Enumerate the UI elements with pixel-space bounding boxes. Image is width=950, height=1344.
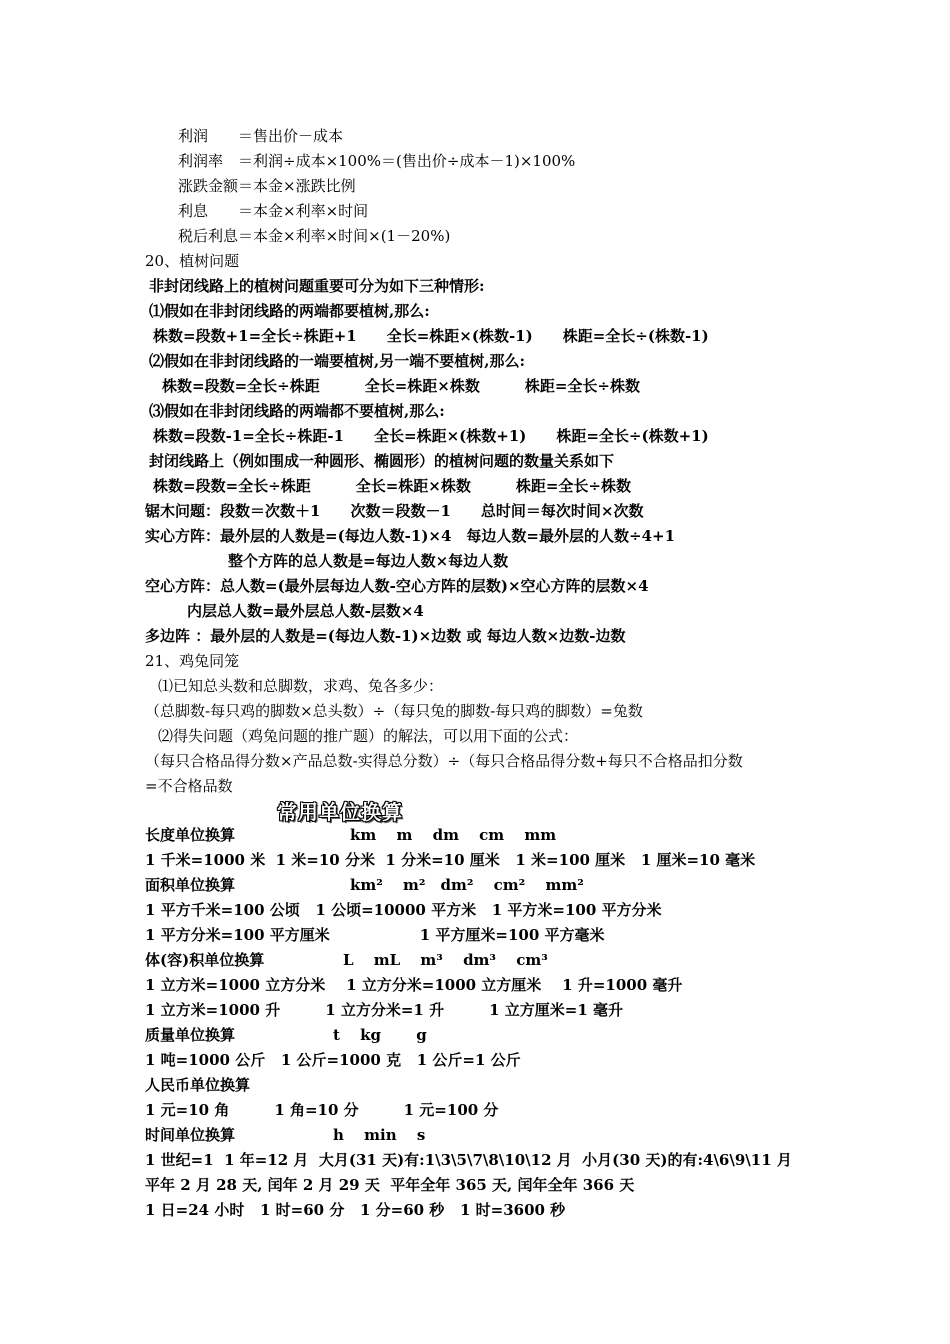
area-conversions-2: 1 平方分米=100 平方厘米 1 平方厘米=100 平方毫米: [145, 926, 605, 944]
tree-intro: 非封闭线路上的植树问题重要可分为如下三种情形:: [149, 277, 485, 295]
chicken-q2: ⑵得失问题（鸡兔问题的推广题）的解法，可以用下面的公式：: [158, 727, 579, 745]
mass-label: 质量单位换算: [145, 1026, 236, 1044]
area-conversions-1: 1 平方千米=100 公顷 1 公顷=10000 平方米 1 平方米=100 平方分米: [145, 901, 662, 919]
tree-case-2-formula: 株数=段数=全长÷株距 全长=株距×株数 株距=全长÷株数: [162, 377, 640, 395]
tree-case-2: ⑵假如在非封闭线路的一端要植树,另一端不要植树,那么:: [149, 352, 525, 370]
tree-closed: 封闭线路上（例如围成一种圆形、椭圆形）的植树问题的数量关系如下: [149, 452, 615, 470]
mass-conversions: 1 吨=1000 公斤 1 公斤=1000 克 1 公斤=1 公斤: [145, 1051, 521, 1069]
volume-label: 体(容)积单位换算: [145, 951, 265, 969]
chicken-q1-formula: （总脚数-每只鸡的脚数×总头数）÷（每只兔的脚数-每只鸡的脚数）=兔数: [145, 702, 643, 720]
chicken-q2-formula-1: （每只合格品得分数×产品总数-实得总分数）÷（每只合格品得分数+每只不合格品扣分数: [145, 752, 743, 770]
volume-units: L mL m³ dm³ cm³: [343, 951, 548, 969]
profit-line: 利润 ＝售出价－成本: [178, 127, 344, 145]
solid-square-1: 实心方阵：最外层的人数是=(每边人数-1)×4 每边人数=最外层的人数÷4+1: [145, 527, 676, 545]
tree-case-3: ⑶假如在非封闭线路的两端都不要植树,那么:: [149, 402, 445, 420]
length-conversions: 1 千米=1000 米 1 米=10 分米 1 分米=10 厘米 1 米=100 厘米 1 厘米=10 毫米: [145, 851, 756, 869]
section-heading-21: 21、鸡兔同笼: [145, 652, 240, 670]
time-conversions-1: 1 世纪=1 1 年=12 月 大月(31 天)有:1\3\5\7\8\10\12 月 小月(30 天)的有:4\6\9\11 月: [145, 1151, 792, 1169]
hollow-square-2: 内层总人数=最外层总人数-层数×4: [187, 602, 424, 620]
volume-conversions-1: 1 立方米=1000 立方分米 1 立方分米=1000 立方厘米 1 升=1000 毫升: [145, 976, 683, 994]
rmb-conversions: 1 元=10 角 1 角=10 分 1 元=100 分: [145, 1101, 499, 1119]
area-label: 面积单位换算: [145, 876, 236, 894]
units-title: 常用单位换算: [277, 800, 403, 824]
polygon-array: 多边阵 ：最外层的人数是=(每边人数-1)×边数 或 每边人数×边数-边数: [145, 627, 626, 645]
interest-line: 利息 ＝本金×利率×时间: [178, 202, 369, 220]
tree-case-3-formula: 株数=段数-1=全长÷株距-1 全长=株距×(株数+1) 株距=全长÷(株数+1): [153, 427, 709, 445]
time-conversions-3: 1 日=24 小时 1 时=60 分 1 分=60 秒 1 时=3600 秒: [145, 1201, 566, 1219]
sawing-problem: 锯木问题：段数＝次数＋1 次数＝段数－1 总时间＝每次时间×次数: [145, 502, 644, 520]
solid-square-2: 整个方阵的总人数是=每边人数×每边人数: [228, 552, 509, 570]
chicken-q2-formula-2: =不合格品数: [145, 777, 233, 795]
section-heading-20: 20、植树问题: [145, 252, 240, 270]
tree-closed-formula: 株数=段数=全长÷株距 全长=株距×株数 株距=全长÷株数: [153, 477, 631, 495]
tree-case-1: ⑴假如在非封闭线路的两端都要植树,那么:: [149, 302, 430, 320]
chicken-q1: ⑴已知总头数和总脚数，求鸡、兔各多少：: [158, 677, 444, 695]
tree-case-1-formula: 株数=段数+1=全长÷株距+1 全长=株距×(株数-1) 株距=全长÷(株数-1): [153, 327, 709, 345]
rmb-label: 人民币单位换算: [145, 1076, 251, 1094]
time-label: 时间单位换算: [145, 1126, 236, 1144]
hollow-square-1: 空心方阵：总人数=(最外层每边人数-空心方阵的层数)×空心方阵的层数×4: [145, 577, 649, 595]
price-change-line: 涨跌金额＝本金×涨跌比例: [178, 177, 356, 195]
area-units: km² m² dm² cm² mm²: [350, 876, 584, 894]
after-tax-interest-line: 税后利息＝本金×利率×时间×(1－20%): [178, 227, 451, 245]
time-conversions-2: 平年 2 月 28 天, 闰年 2 月 29 天 平年全年 365 天, 闰年全年 366 天: [145, 1176, 635, 1194]
length-units: km m dm cm mm: [350, 826, 557, 844]
profit-rate-line: 利润率 ＝利润÷成本×100%＝(售出价÷成本－1)×100%: [178, 152, 576, 170]
mass-units: t kg g: [333, 1026, 427, 1044]
time-units: h min s: [333, 1126, 426, 1144]
volume-conversions-2: 1 立方米=1000 升 1 立方分米=1 升 1 立方厘米=1 毫升: [145, 1001, 623, 1019]
length-label: 长度单位换算: [145, 826, 236, 844]
